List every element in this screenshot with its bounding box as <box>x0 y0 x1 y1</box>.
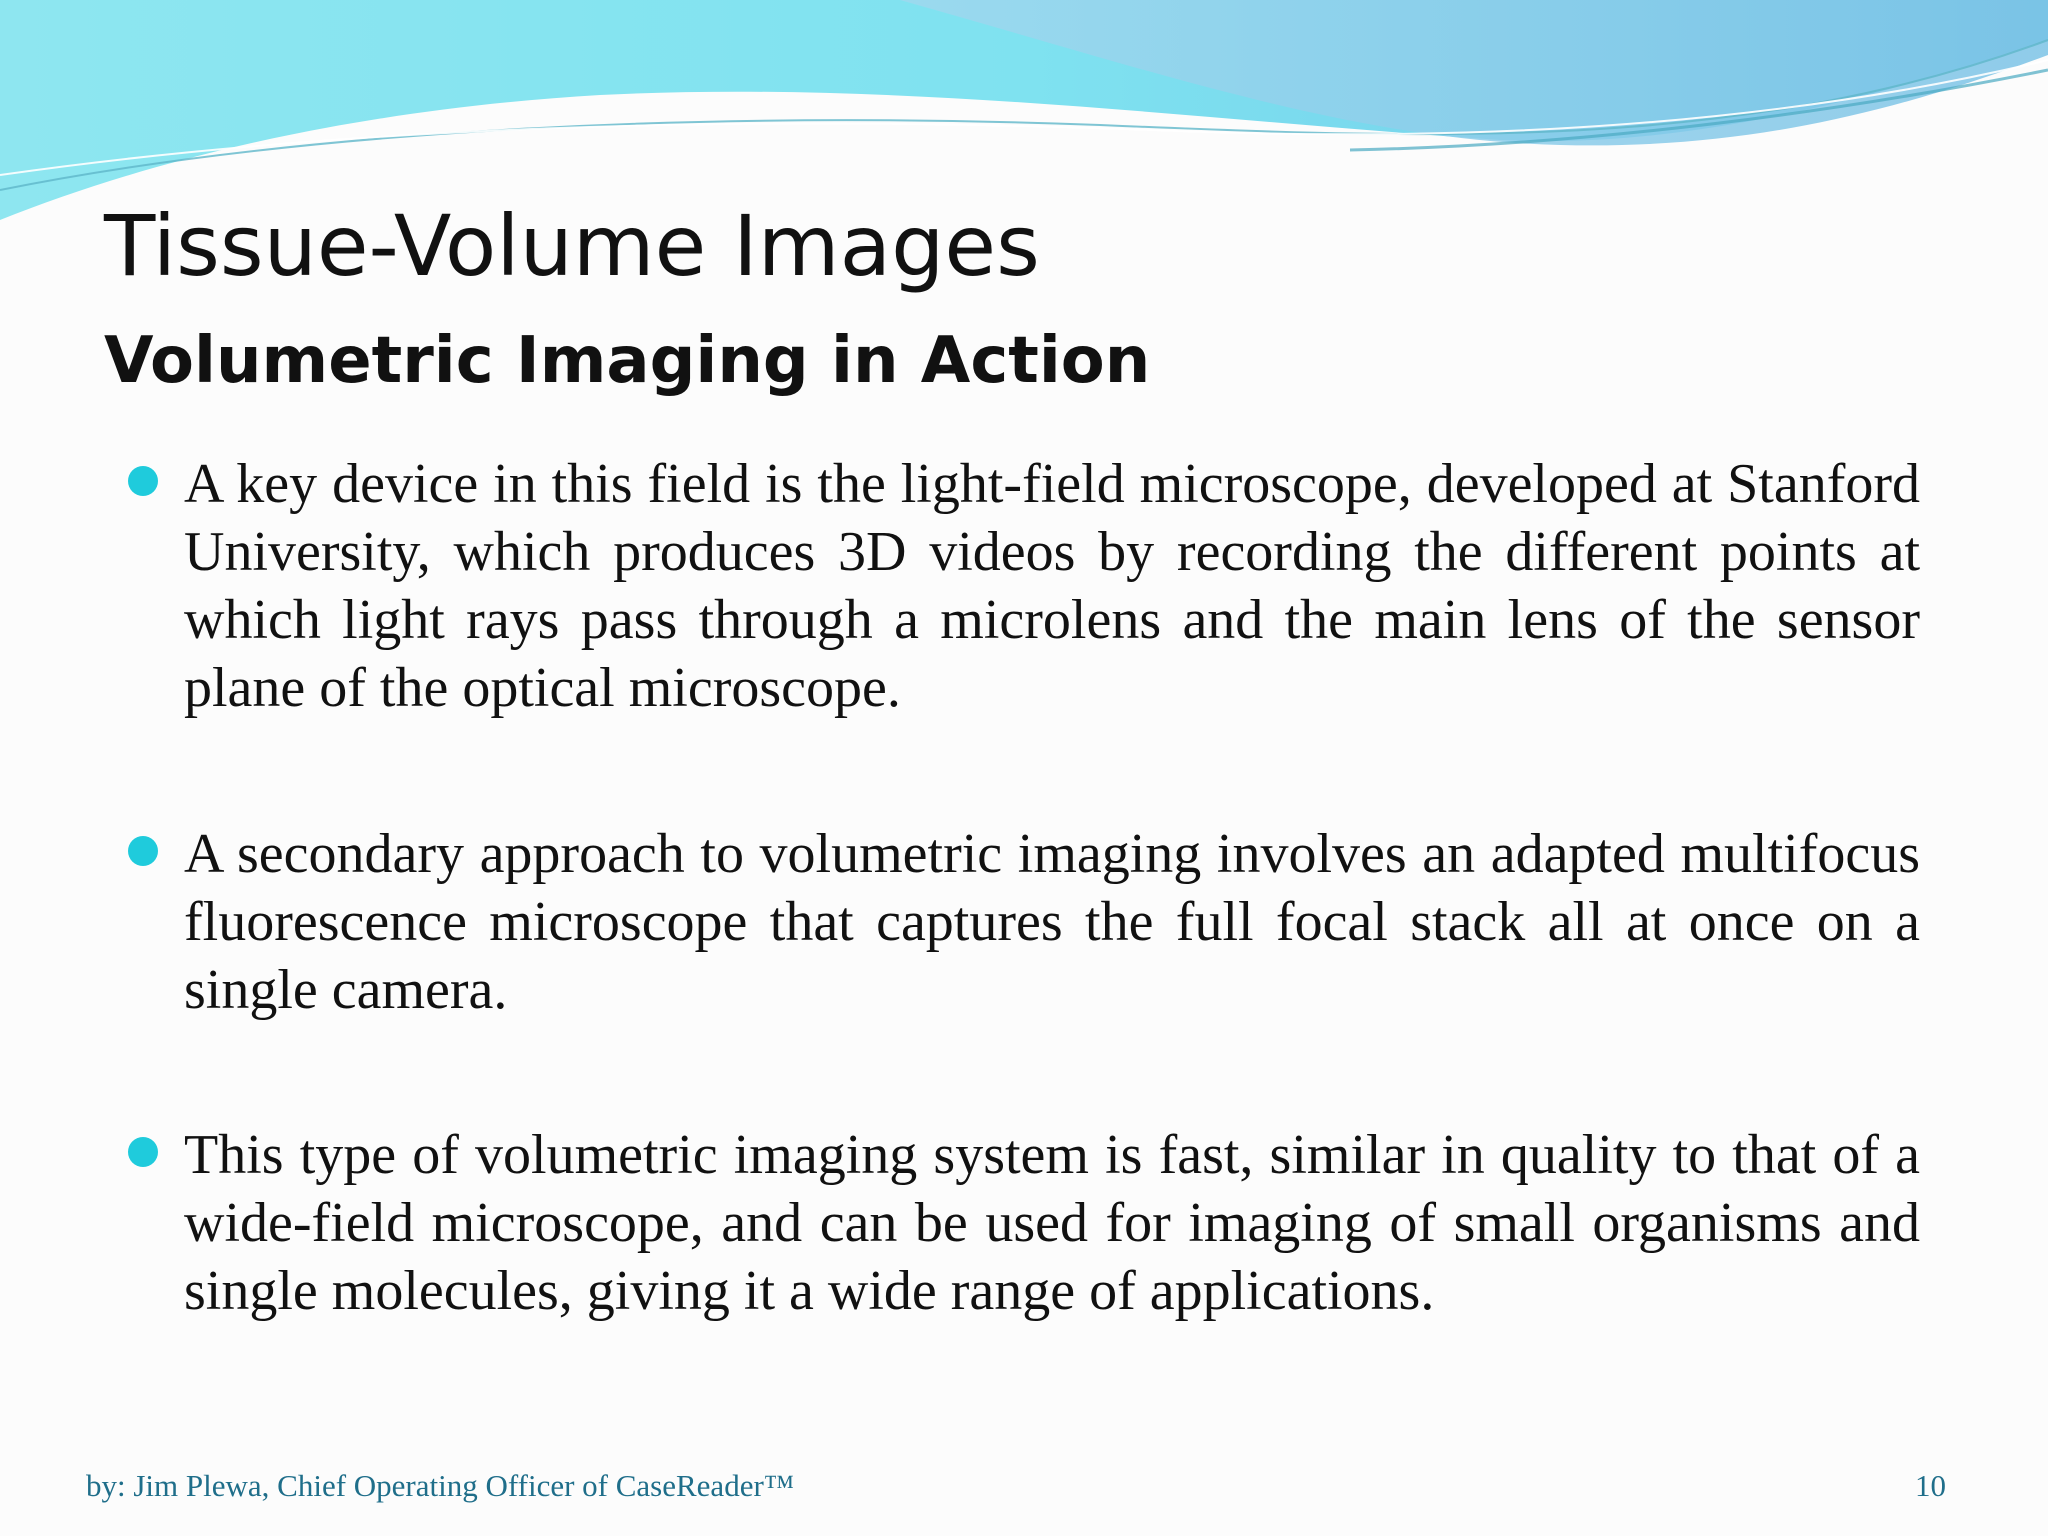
slide-title: Tissue-Volume Images <box>104 197 1040 295</box>
page-number: 10 <box>1915 1468 1946 1503</box>
bullet-text: This type of volumetric imaging system is fast, similar in quality to that of a wide-field microscope, and can be used for imaging of small organisms and single molecules, giving it a wide range of applications. <box>184 1124 1920 1322</box>
bullet-text: A secondary approach to volumetric imaging involves an adapted multifocus fluorescence microscope that captures the full focal stack all at once on a single camera. <box>184 823 1920 1021</box>
bullet-item <box>184 820 1920 1024</box>
bullet-text: A key device in this field is the light-field microscope, developed at Stanford University, which produces 3D videos by recording the different points at which light rays pass through a microlens and the main lens of the sensor plane of the optical microscope. <box>184 453 1920 719</box>
slide-subtitle: Volumetric Imaging in Action <box>104 324 1151 398</box>
bullet-dot-icon <box>128 466 158 496</box>
footer-author: by: Jim Plewa, Chief Operating Officer of CaseReader™ <box>86 1468 795 1503</box>
bullet-dot-icon <box>128 836 158 866</box>
bullet-item <box>184 450 1920 722</box>
bullet-item <box>184 1121 1920 1325</box>
bullet-dot-icon <box>128 1137 158 1167</box>
